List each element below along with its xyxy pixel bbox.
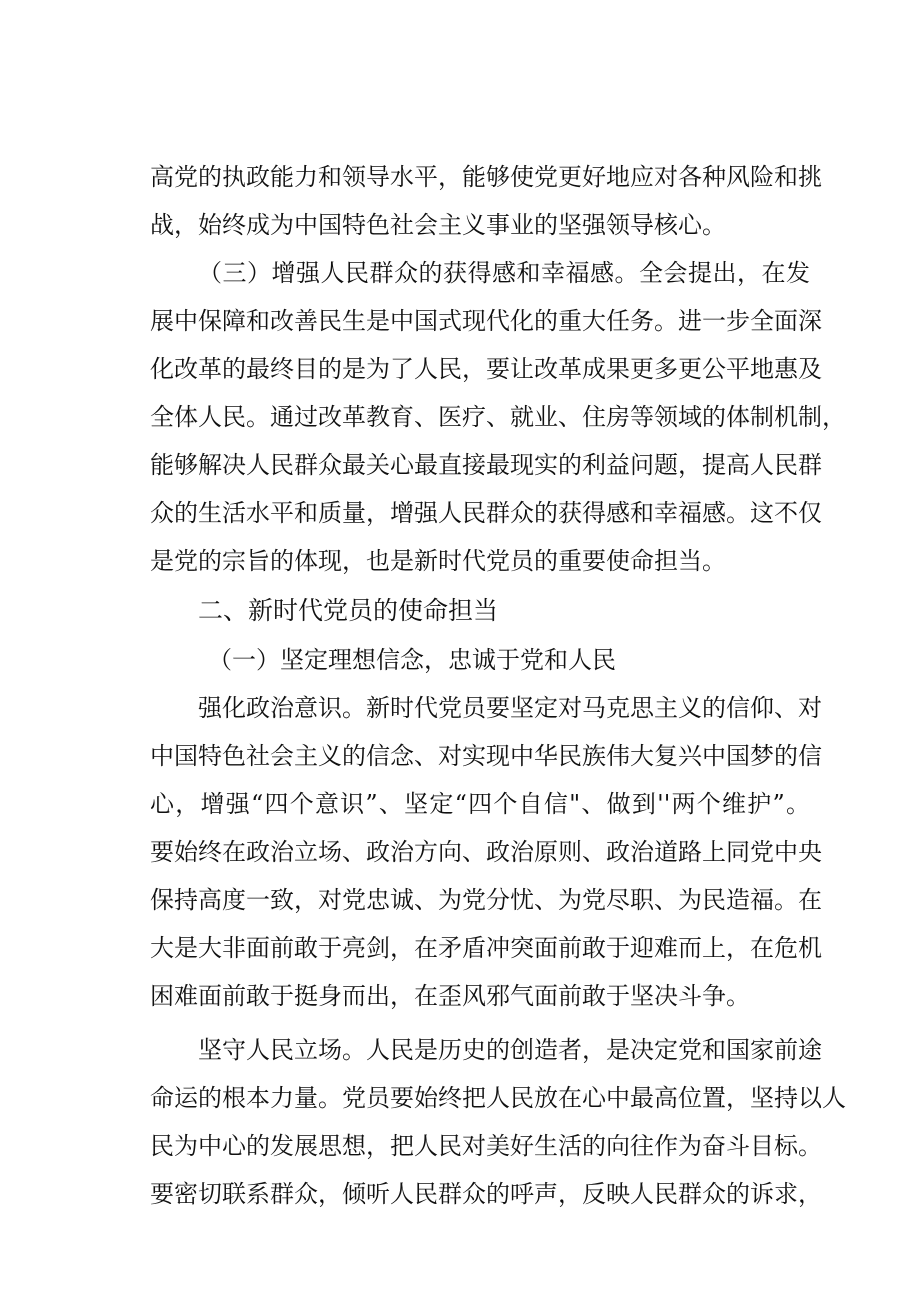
text-line: 是党的宗旨的体现，也是新时代党员的重要使命担当。 <box>150 547 726 575</box>
paragraph-start: 强化政治意识。新时代党员要坚定对马克思主义的信仰、对 <box>198 694 822 722</box>
text-line: 高党的执政能力和领导水平，能够使党更好地应对各种风险和挑 <box>150 163 822 191</box>
section-para-start: （三）增强人民群众的获得感和幸福感。全会提出，在发 <box>198 259 810 287</box>
text-line: 要密切联系群众，倾听人民群众的呼声，反映人民群众的诉求， <box>150 1180 822 1208</box>
text-line: 困难面前敢于挺身而出，在歪风邪气面前敢于坚决斗争。 <box>150 982 750 1010</box>
text-line: 要始终在政治立场、政治方向、政治原则、政治道路上同党中央 <box>150 838 822 866</box>
text-line: 展中保障和改善民生是中国式现代化的重大任务。进一步全面深 <box>150 307 822 335</box>
paragraph-start: 坚守人民立场。人民是历史的创造者，是决定党和国家前途 <box>198 1036 822 1064</box>
subsection-heading: （一）坚定理想信念，忠诚于党和人民 <box>208 646 616 674</box>
text-line: 大是大非面前敢于亮剑，在矛盾冲突面前敢于迎难而上，在危机 <box>150 934 822 962</box>
text-line: 中国特色社会主义的信念、对实现中华民族伟大复兴中国梦的信 <box>150 742 822 770</box>
text-line: 众的生活水平和质量，增强人民群众的获得感和幸福感。这不仅 <box>150 499 822 527</box>
section-heading: 二、新时代党员的使命担当 <box>198 596 499 625</box>
text-line: 民为中心的发展思想，把人民对美好生活的向往作为奋斗目标。 <box>150 1132 822 1160</box>
text-line: 全体人民。通过改革教育、医疗、就业、住房等领域的体制机制， <box>150 403 846 431</box>
text-line: 心，增强“四个意识”、坚定“四个自信"、做到''两个维护”。 <box>150 790 810 818</box>
text-line: 化改革的最终目的是为了人民，要让改革成果更多更公平地惠及 <box>150 355 822 383</box>
text-line: 能够解决人民群众最关心最直接最现实的利益问题，提高人民群 <box>150 451 822 479</box>
text-line: 保持高度一致，对党忠诚、为党分忧、为党尽职、为民造福。在 <box>150 886 822 914</box>
text-line: 命运的根本力量。党员要始终把人民放在心中最高位置，坚持以人 <box>150 1084 846 1112</box>
text-line: 战，始终成为中国特色社会主义事业的坚强领导核心。 <box>150 211 726 239</box>
